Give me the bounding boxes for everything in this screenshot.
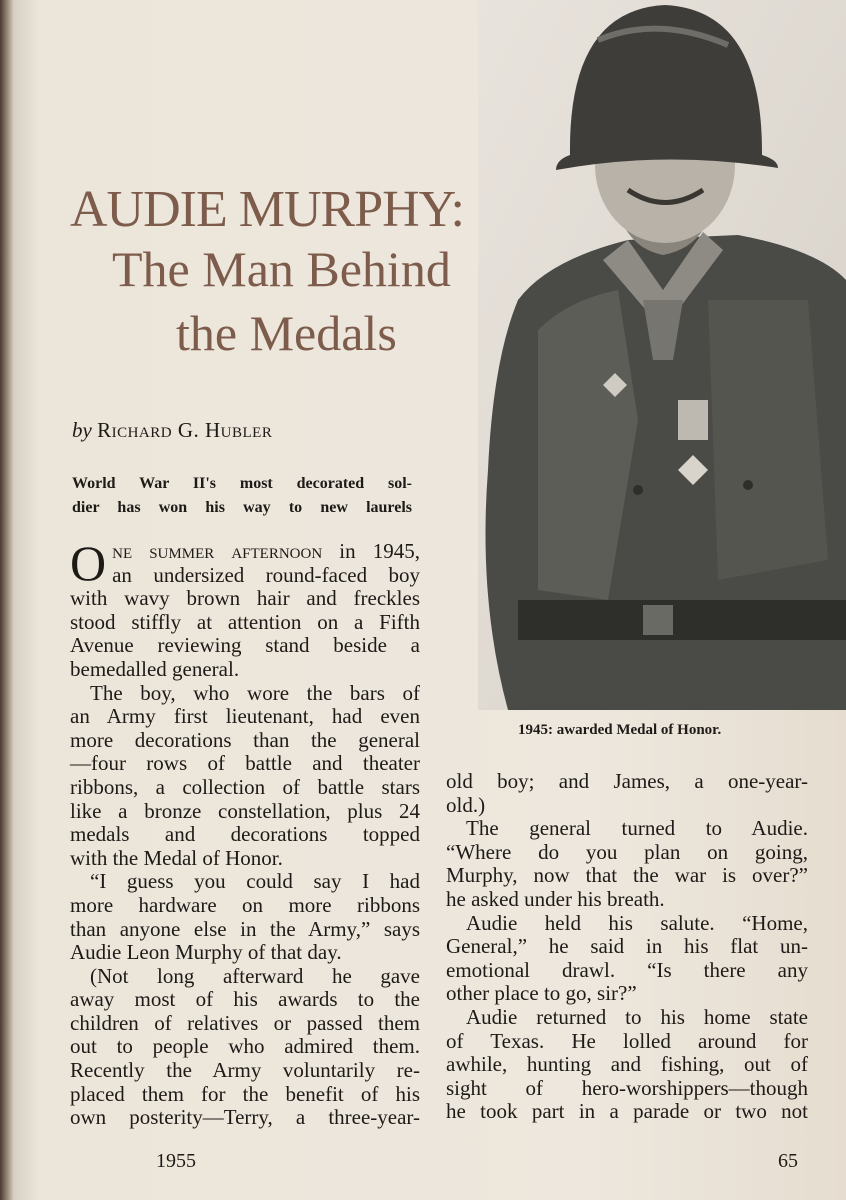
text-line: ribbons, a collection of battle stars <box>70 774 420 799</box>
title-line-3: the Medals <box>176 305 397 361</box>
text-line: The general turned to Audie. <box>466 816 808 841</box>
text-line: (Not long afterward he gave <box>90 963 420 988</box>
byline-author: Richard G. Hubler <box>97 418 273 442</box>
text-line: General,” he said in his flat un- <box>446 934 808 959</box>
footer-year: 1955 <box>156 1150 196 1172</box>
text-line: —four rows of battle and theater <box>70 751 420 776</box>
title-line-2: The Man Behind <box>112 241 451 297</box>
text-line: Audie held his salute. “Home, <box>466 910 808 935</box>
byline-by: by <box>72 418 92 442</box>
paragraph <box>446 770 808 817</box>
text-line: “I guess you could say I had <box>90 869 420 894</box>
text-line: than anyone else in the Army,” says <box>70 916 420 941</box>
photo-caption: 1945: awarded Medal of Honor. <box>518 722 722 738</box>
text-line: placed them for the benefit of his <box>70 1081 420 1106</box>
byline <box>72 418 272 443</box>
paragraph <box>70 682 420 871</box>
text-line: other place to go, sir?” <box>446 981 637 1006</box>
text-line: The boy, who wore the bars of <box>90 680 420 705</box>
text-line: Murphy, now that the war is over?” <box>446 863 808 888</box>
text-line: Audie returned to his home state <box>466 1004 808 1029</box>
text-line: with the Medal of Honor. <box>70 845 283 870</box>
text-line: own posterity—Terry, a three-year- <box>70 1105 420 1130</box>
paragraph <box>446 1006 808 1124</box>
deck-line: World War II's most decorated sol- <box>72 475 412 492</box>
text-line: he asked under his breath. <box>446 886 665 911</box>
text-line: of Texas. He lolled around for <box>446 1028 808 1053</box>
text-line: an undersized round-faced boy <box>112 562 420 587</box>
text-line: like a bronze constellation, plus 24 <box>70 798 420 823</box>
title-line-1: AUDIE MURPHY: <box>70 181 464 238</box>
text-line: he took part in a parade or two not <box>446 1099 808 1124</box>
text-line: “Where do you plan on going, <box>446 839 808 864</box>
text-line: more decorations than the general <box>70 727 420 752</box>
text-line: stood stiffly at attention on a Fifth <box>70 609 420 634</box>
text-line: awhile, hunting and fishing, out of <box>446 1052 808 1077</box>
text-line: Audie Leon Murphy of that day. <box>70 940 342 965</box>
deck-line: dier has won his way to new laurels <box>72 499 412 516</box>
page-number: 65 <box>778 1150 798 1172</box>
lead-smallcaps: ne summer afternoon <box>112 539 323 563</box>
text-line: old.) <box>446 792 486 817</box>
paragraph <box>70 870 420 964</box>
text-line: emotional drawl. “Is there any <box>446 957 808 982</box>
article-column-left <box>70 535 420 1130</box>
photo-soldier <box>478 0 846 710</box>
paragraph <box>70 535 420 682</box>
deck <box>72 472 412 520</box>
text-line: with wavy brown hair and freckles <box>70 586 420 611</box>
soldier-photo-image <box>478 0 846 710</box>
text-line: Avenue reviewing stand beside a <box>70 633 420 658</box>
text-line: out to people who admired them. <box>70 1034 420 1059</box>
drop-cap: O <box>70 535 107 591</box>
text-line: an Army first lieutenant, had even <box>70 704 420 729</box>
text-line: more hardware on more ribbons <box>70 892 420 917</box>
paragraph <box>446 817 808 911</box>
text-line: children of relatives or passed them <box>70 1010 420 1035</box>
text-line: bemedalled general. <box>70 656 240 681</box>
paragraph <box>70 965 420 1130</box>
text-line: in 1945, <box>339 539 420 563</box>
text-line: away most of his awards to the <box>70 987 420 1012</box>
text-line: old boy; and James, a one-year- <box>446 769 808 793</box>
text-line: Recently the Army voluntarily re- <box>70 1058 420 1083</box>
text-line: sight of hero-worshippers—though <box>446 1075 808 1100</box>
text-line: medals and decorations topped <box>70 822 420 847</box>
article-column-right <box>446 770 808 1124</box>
paragraph <box>446 912 808 1006</box>
